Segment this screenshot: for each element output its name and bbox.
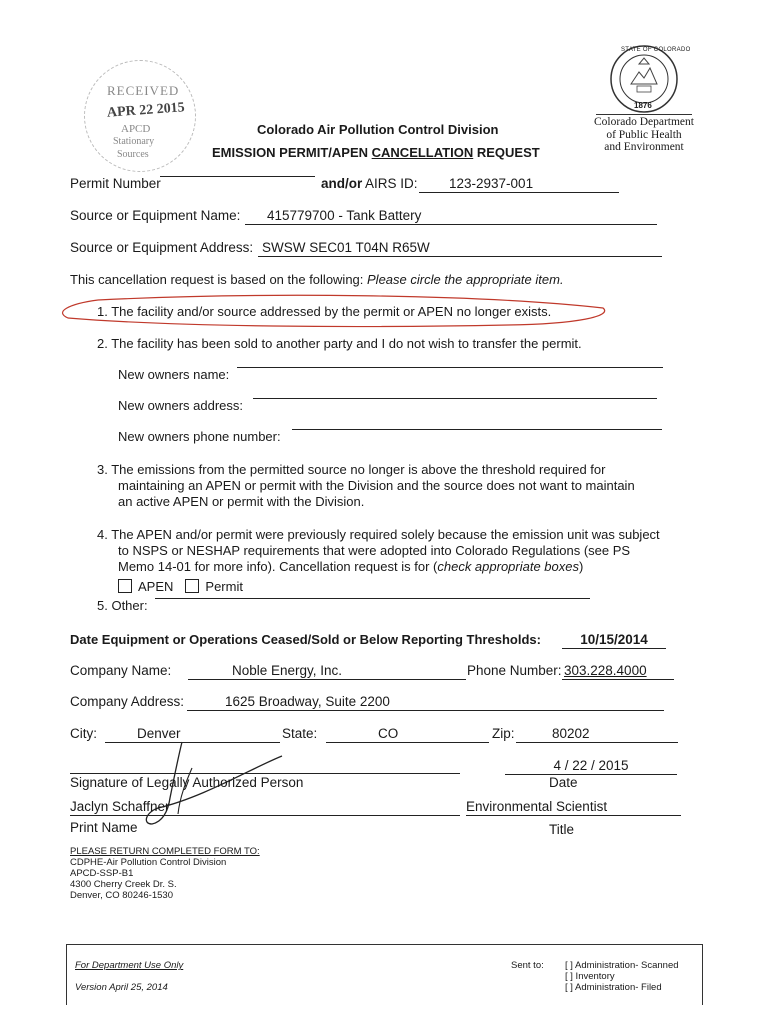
reason-2[interactable]: 2. The facility has been sold to another party and I do not wish to transfer the permit.	[97, 336, 582, 351]
permit-number-field[interactable]	[160, 176, 315, 177]
stamp-stationary: Stationary	[113, 136, 155, 147]
new-owner-address-label: New owners address:	[118, 398, 243, 413]
cancellation-intro: This cancellation request is based on the following: Please circle the appropriate item.	[70, 272, 564, 287]
seal-top-text: STATE OF COLORADO	[621, 47, 691, 53]
reason-3[interactable]: 3. The emissions from the permitted source no longer is above the threshold required for maintaining an APEN or permit with the Division and the source does not want to maintain an active APEN or permit with the Division.	[97, 462, 635, 509]
return-heading: PLEASE RETURN COMPLETED FORM TO:	[70, 846, 260, 857]
source-address-field[interactable]: SWSW SEC01 T04N R65W	[258, 240, 662, 257]
apen-checkbox[interactable]	[118, 579, 132, 593]
city-label: City:	[70, 726, 97, 741]
phone-number-label: Phone Number:	[467, 663, 562, 678]
stamp-received: RECEIVED	[107, 83, 180, 98]
reason-1[interactable]: 1. The facility and/or source addressed by the permit or APEN no longer exists.	[97, 304, 552, 319]
airs-andor-label: and/or	[321, 176, 363, 191]
option-admin-filed[interactable]: [ ] Administration- Filed	[565, 982, 662, 993]
new-owner-address-field[interactable]	[253, 398, 657, 399]
received-stamp	[84, 60, 196, 172]
signature-label: Signature of Legally Authorized Person	[70, 775, 304, 790]
ceased-date-field[interactable]: 10/15/2014	[562, 632, 666, 649]
company-name-label: Company Name:	[70, 663, 172, 678]
division-name: Colorado Air Pollution Control Division	[257, 122, 499, 137]
department-use-label: For Department Use Only	[75, 960, 184, 971]
new-owner-phone-field[interactable]	[292, 429, 662, 430]
city-field[interactable]: Denver	[105, 726, 280, 743]
zip-field[interactable]: 80202	[516, 726, 678, 743]
reason-4[interactable]: 4. The APEN and/or permit were previously required solely because the emission unit was subject to NSPS or NESHAP requirements that were adopted into Colorado Regulations (see PS Memo 14-01 for more info). Cancellation request is for (check appropriate boxes)	[97, 527, 660, 574]
colorado-seal	[609, 44, 691, 114]
phone-number-field[interactable]: 303.228.4000	[562, 663, 674, 680]
reason-5: 5. Other:	[97, 598, 148, 613]
sent-to-label: Sent to:	[511, 960, 544, 971]
seal-underline	[596, 114, 692, 115]
apen-checkbox-label: APEN	[138, 579, 174, 594]
permit-checkbox-label: Permit	[205, 579, 243, 594]
new-owner-name-label: New owners name:	[118, 367, 230, 382]
new-owner-phone-label: New owners phone number:	[118, 429, 281, 444]
source-name-label: Source or Equipment Name:	[70, 208, 241, 223]
stamp-date: APR 22 2015	[106, 100, 186, 121]
ceased-label: Date Equipment or Operations Ceased/Sold or Below Reporting Thresholds:	[70, 632, 541, 647]
state-label: State:	[282, 726, 318, 741]
option-inventory[interactable]: [ ] Inventory	[565, 971, 615, 982]
new-owner-name-field[interactable]	[237, 367, 663, 368]
zip-label: Zip:	[492, 726, 515, 741]
title-field[interactable]: Environmental Scientist	[466, 799, 681, 816]
apen-checkbox-row	[118, 579, 243, 594]
date-field[interactable]: 4 / 22 / 2015	[505, 758, 677, 775]
print-name-field[interactable]: Jaclyn Schaffner	[70, 799, 460, 816]
seal-year: 1876	[634, 101, 652, 110]
permit-checkbox[interactable]	[185, 579, 199, 593]
state-field[interactable]: CO	[326, 726, 489, 743]
option-admin-scanned[interactable]: [ ] Administration- Scanned	[565, 960, 679, 971]
return-address: PLEASE RETURN COMPLETED FORM TO: CDPHE-Air Pollution Control Division APCD-SSP-B1 4300 Cherry Creek Dr. S. Denver, CO 80246-1530	[70, 846, 260, 901]
date-label: Date	[549, 775, 578, 790]
stamp-sources: Sources	[117, 149, 149, 160]
source-address-label: Source or Equipment Address:	[70, 240, 254, 255]
print-name-label: Print Name	[70, 820, 138, 835]
title-label: Title	[549, 822, 575, 837]
company-name-field[interactable]: Noble Energy, Inc.	[188, 663, 466, 680]
department-name: Colorado Department of Public Health and Environment	[594, 116, 694, 153]
form-title: EMISSION PERMIT/APEN CANCELLATION REQUEST	[212, 145, 540, 160]
airs-id-label: AIRS ID:	[365, 176, 418, 191]
company-address-label: Company Address:	[70, 694, 185, 709]
company-address-field[interactable]: 1625 Broadway, Suite 2200	[187, 694, 664, 711]
other-field[interactable]	[155, 598, 590, 599]
source-name-field[interactable]: 415779700 - Tank Battery	[245, 208, 657, 225]
airs-id-field[interactable]: 123-2937-001	[419, 176, 619, 193]
stamp-apcd: APCD	[121, 123, 151, 135]
sent-to-options	[565, 960, 679, 993]
version-label: Version April 25, 2014	[75, 982, 168, 993]
permit-number-label: Permit Number	[70, 176, 161, 191]
